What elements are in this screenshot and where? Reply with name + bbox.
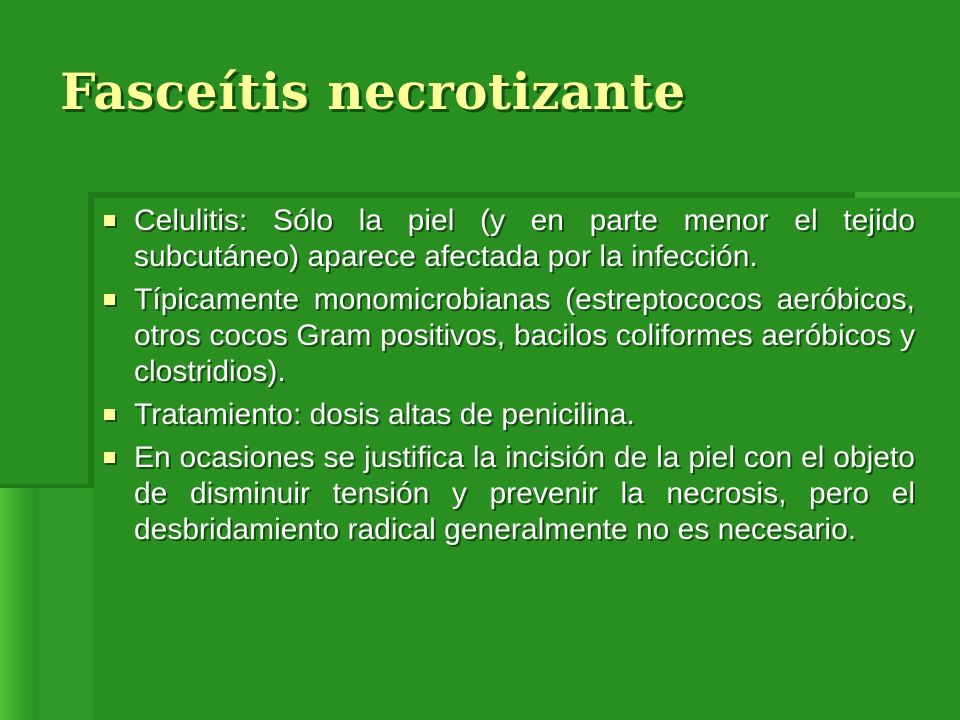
bullet-item [100, 440, 915, 548]
decorative-panel-bottom-left [0, 486, 38, 720]
bullet-item [100, 282, 915, 390]
bullet-item [100, 203, 915, 275]
decorative-panel-bottom-left-inner [38, 486, 94, 720]
bullet-item [100, 397, 915, 433]
bullet-text: Típicamente monomicrobianas (estreptococos aeróbicos, otros cocos Gram positivos, bacilos coliformes aeróbicos y clostridios). [134, 283, 915, 388]
decorative-panel-top-strip [90, 192, 960, 198]
square-bullet-icon [104, 215, 115, 226]
square-bullet-icon [104, 409, 115, 420]
square-bullet-icon [104, 452, 115, 463]
bullet-list [100, 203, 915, 555]
bullet-text: Tratamiento: dosis altas de penicilina. [134, 398, 635, 431]
square-bullet-icon [104, 294, 115, 305]
slide-title: Fasceítis necrotizante [60, 62, 686, 121]
bullet-text: Celulitis: Sólo la piel (y en parte menor el tejido subcutáneo) aparece afectada por la infección. [134, 204, 915, 273]
bullet-text: En ocasiones se justifica la incisión de la piel con el objeto de disminuir tensión y prevenir la necrosis, pero el desbridamiento radical generalmente no es necesario. [134, 441, 915, 546]
decorative-panel-top-edge [855, 192, 960, 198]
decorative-panel-bottom-left-top [0, 484, 94, 488]
